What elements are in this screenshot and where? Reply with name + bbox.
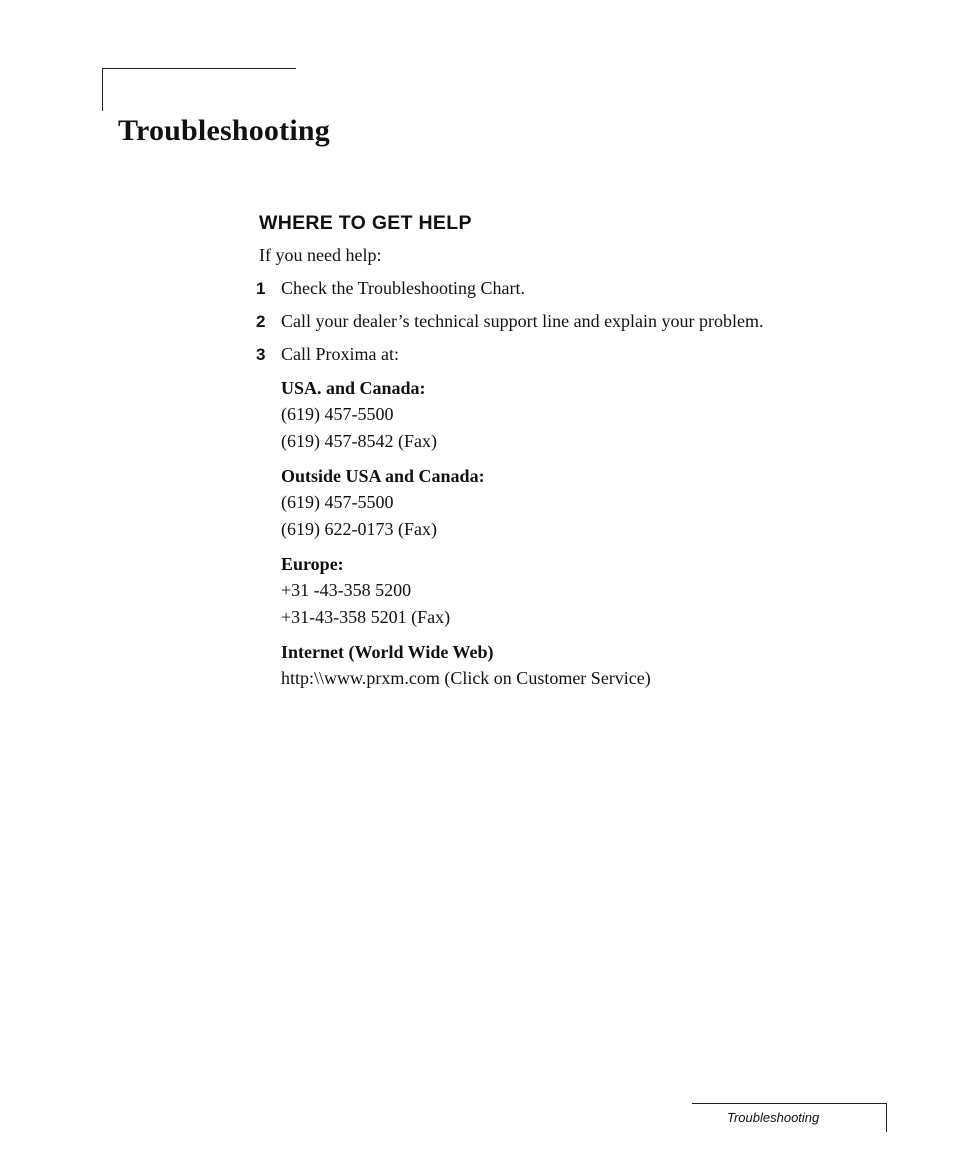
intro-text: If you need help: — [259, 245, 382, 265]
corner-mark-vertical — [102, 68, 103, 111]
contact-phone: (619) 457-5500 — [281, 404, 394, 424]
contact-label: USA. and Canada: — [281, 378, 426, 398]
contact-internet — [281, 639, 879, 692]
footer-rule-horizontal — [692, 1103, 886, 1104]
contact-label: Internet (World Wide Web) — [281, 642, 494, 662]
contact-phone: (619) 457-5500 — [281, 492, 394, 512]
footer-running-title: Troubleshooting — [727, 1110, 820, 1125]
chapter-title: Troubleshooting — [118, 114, 330, 147]
contact-label: Outside USA and Canada: — [281, 466, 485, 486]
step-text: Call Proxima at: — [281, 344, 399, 364]
step-item — [256, 309, 879, 334]
contact-fax: (619) 622-0173 (Fax) — [281, 519, 437, 539]
step-number: 3 — [256, 345, 266, 364]
contact-usa-canada — [281, 375, 879, 455]
contact-outside-usa — [281, 463, 879, 543]
contact-phone: +31 -43-358 5200 — [281, 580, 412, 600]
step-item — [256, 342, 879, 367]
step-text: Call your dealer’s technical support line and explain your problem. — [281, 311, 764, 331]
steps-list — [256, 276, 879, 367]
step-text: Check the Troubleshooting Chart. — [281, 278, 525, 298]
step-item — [256, 276, 879, 301]
step-number: 1 — [256, 279, 266, 298]
corner-mark-horizontal — [102, 68, 296, 69]
footer-rule-vertical — [886, 1103, 887, 1132]
contact-fax: +31-43-358 5201 (Fax) — [281, 607, 451, 627]
contact-europe — [281, 551, 879, 631]
section-heading: WHERE TO GET HELP — [259, 212, 472, 234]
contact-web-address: http:\\www.prxm.com (Click on Customer Service) — [281, 668, 651, 688]
contact-fax: (619) 457-8542 (Fax) — [281, 431, 437, 451]
contact-label: Europe: — [281, 554, 344, 574]
step-number: 2 — [256, 312, 266, 331]
help-section — [256, 212, 879, 692]
